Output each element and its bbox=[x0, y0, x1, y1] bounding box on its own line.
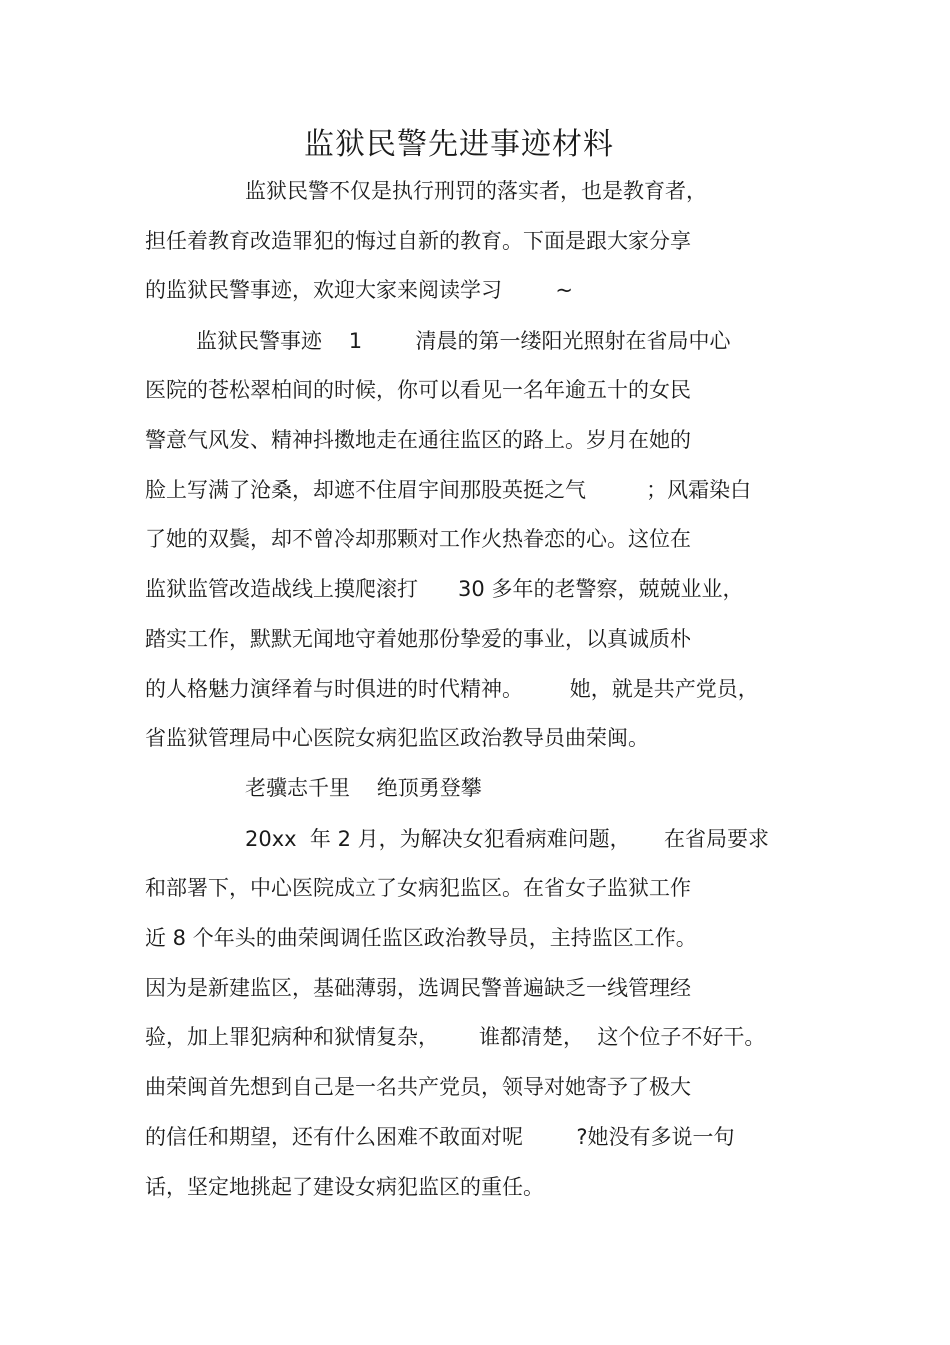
paragraph-line: 踏实工作，默默无闻地守着她那份挚爱的事业，以真诚质朴 bbox=[145, 627, 691, 651]
paragraph-line: 脸上写满了沧桑，却遮不住眉宇间那股英挺之气 ；风霜染白 bbox=[145, 478, 752, 502]
paragraph-line: 担任着教育改造罪犯的悔过自新的教育。下面是跟大家分享 bbox=[145, 229, 691, 253]
paragraph-line: 因为是新建监区，基础薄弱，选调民警普遍缺乏一线管理经 bbox=[145, 976, 691, 1000]
paragraph-line: 的信任和期望，还有什么困难不敢面对呢 ?她没有多说一句 bbox=[145, 1125, 735, 1149]
paragraph-line: 的监狱民警事迹，欢迎大家来阅读学习 ~ bbox=[145, 278, 573, 302]
paragraph-line: 20xx 年 2 月，为解决女犯看病难问题， 在省局要求 bbox=[245, 827, 770, 851]
paragraph-line: 监狱民警不仅是执行刑罚的落实者，也是教育者， bbox=[245, 179, 707, 203]
paragraph-line: 监狱民警事迹 1 清晨的第一缕阳光照射在省局中心 bbox=[196, 329, 731, 353]
paragraph-line: 省监狱管理局中心医院女病犯监区政治教导员曲荣闽。 bbox=[145, 726, 649, 750]
paragraph-line: 曲荣闽首先想到自己是一名共产党员，领导对她寄予了极大 bbox=[145, 1075, 691, 1099]
paragraph-line: 话，坚定地挑起了建设女病犯监区的重任。 bbox=[145, 1175, 544, 1199]
paragraph-line: 医院的苍松翠柏间的时候，你可以看见一名年逾五十的女民 bbox=[145, 378, 691, 402]
paragraph-line: 监狱监管改造战线上摸爬滚打 30 多年的老警察，兢兢业业， bbox=[145, 577, 744, 601]
paragraph-line: 验，加上罪犯病种和狱情复杂， 谁都清楚， 这个位子不好干。 bbox=[145, 1025, 766, 1049]
section-heading: 老骥志千里 绝顶勇登攀 bbox=[245, 776, 482, 800]
paragraph-line: 了她的双鬓，却不曾冷却那颗对工作火热眷恋的心。这位在 bbox=[145, 527, 691, 551]
paragraph-line: 的人格魅力演绎着与时俱进的时代精神。 她，就是共产党员， bbox=[145, 677, 759, 701]
document-title: 监狱民警先进事迹材料 bbox=[304, 127, 614, 162]
paragraph-line: 近 8 个年头的曲荣闽调任监区政治教导员，主持监区工作。 bbox=[145, 926, 697, 950]
paragraph-line: 警意气风发、精神抖擞地走在通往监区的路上。岁月在她的 bbox=[145, 428, 691, 452]
paragraph-line: 和部署下，中心医院成立了女病犯监区。在省女子监狱工作 bbox=[145, 876, 691, 900]
